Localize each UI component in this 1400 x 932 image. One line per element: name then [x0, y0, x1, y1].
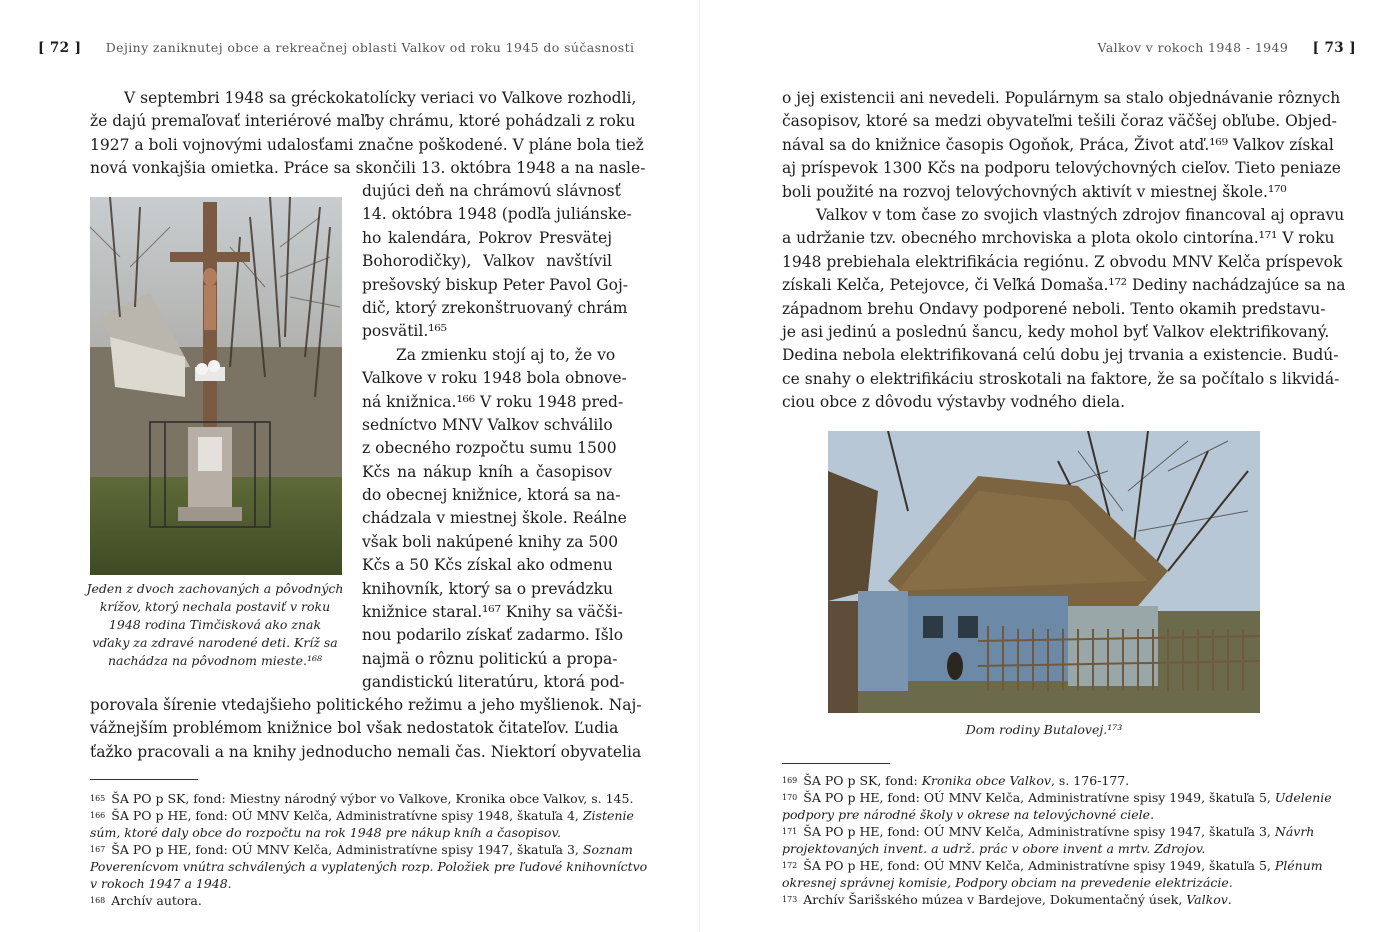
- footnote-ref: 168: [90, 896, 106, 905]
- footnote-after: .: [1227, 892, 1232, 907]
- footnote: [782, 772, 1332, 789]
- footnote-italic: v rokoch 1947 a 1948.: [90, 876, 232, 891]
- right-paragraph: [782, 87, 1346, 414]
- right-figure-caption: Dom rodiny Butalovej.¹⁷³: [965, 722, 1123, 737]
- house-photo: [828, 431, 1260, 713]
- right-footnotes: [782, 772, 1332, 908]
- text-line: knihovník, ktorý sa o prevádzku: [362, 579, 613, 598]
- footnote: [782, 857, 1332, 874]
- text-line: 14. októbra 1948 (podľa juliánske-: [362, 205, 632, 224]
- footnote-ref: 165: [90, 794, 106, 803]
- text-line: 1948 prebiehala elektrifikácia regiónu. Z obvodu MNV Kelča príspevok: [782, 252, 1343, 271]
- text-line: nával sa do knižnice časopis Ogoňok, Práca, Život atď.¹⁶⁹ Valkov získal: [782, 135, 1334, 154]
- text-line: o jej existencii ani nevedeli. Populárnym sa stalo objednávanie rôznych: [782, 89, 1341, 107]
- caption-line: vďaky za zdravé narodené deti. Kríž sa: [92, 635, 338, 650]
- footnote-italic: súm, ktoré daly obce do rozpočtu na rok 1948 pre nákup kníh a časopisov.: [90, 825, 562, 840]
- left-paragraph-column: [362, 180, 632, 695]
- left-paragraph-top: [90, 87, 646, 181]
- text-line: Za zmienku stojí aj to, že vo: [396, 345, 616, 364]
- right-running-header: [1098, 40, 1356, 58]
- footnote-ref: 171: [782, 827, 798, 836]
- left-paragraph-bottom: [90, 694, 642, 764]
- text-line: západnom brehu Ondavy podporené neboli. Tento okamih predstavu-: [782, 299, 1326, 318]
- footnote: [782, 891, 1332, 908]
- text-line: dujúci deň na chrámovú slávnosť: [362, 182, 621, 200]
- footnote-ref: 169: [782, 776, 798, 785]
- caption-line: nachádza na pôvodnom mieste.¹⁶⁸: [107, 653, 323, 668]
- text-line: najmä o rôznu politickú a propa-: [362, 649, 618, 668]
- footnote-italic: okresnej správnej komisie, Podpory obciam na prevedenie elektrizácie.: [782, 875, 1233, 890]
- text-line: a udržanie tzv. obecného mrchoviska a plota okolo cintorína.¹⁷¹ V roku: [782, 229, 1335, 248]
- text-line: porovala šírenie vtedajšieho politického režimu a jeho myšlienok. Naj-: [90, 696, 642, 714]
- footnote: [90, 790, 647, 807]
- footnote-text: ŠA PO p HE, fond: OÚ MNV Kelča, Administratívne spisy 1949, škatuľa 5,: [803, 790, 1275, 805]
- footnote-rule: [782, 763, 890, 764]
- footnote: [782, 840, 1332, 857]
- left-header-title: Dejiny zaniknutej obce a rekreačnej oblasti Valkov od roku 1945 do súčasnosti: [105, 40, 635, 55]
- text-line: prešovský biskup Peter Pavol Goj-: [362, 275, 628, 294]
- footnote-ref: 170: [782, 793, 798, 802]
- footnote: [782, 823, 1332, 840]
- text-line: 1927 a boli vojnovými udalosťami značne poškodené. V pláne bola tiež: [90, 135, 644, 154]
- footnote-italic: Kronika obce Valkov: [921, 773, 1051, 788]
- text-line: nou podarilo získať zadarmo. Išlo: [362, 626, 624, 645]
- footnote: [90, 807, 647, 824]
- text-line: Dedina nebola elektrifikovaná celú dobu jej trvania a existencie. Budú-: [782, 346, 1339, 365]
- right-page-number: [ 73 ]: [1312, 40, 1356, 56]
- footnote-text: Archív autora.: [111, 893, 202, 908]
- footnote-italic: Valkov: [1186, 892, 1228, 907]
- text-line: knižnice staral.¹⁶⁷ Knihy sa väčši-: [362, 603, 623, 622]
- text-line: je asi jedinú a poslednú šancu, kedy mohol byť Valkov elektrifikovaný.: [782, 322, 1330, 341]
- footnote: [90, 841, 647, 858]
- left-running-header: [38, 40, 634, 58]
- text-line: V septembri 1948 sa gréckokatolícky veriaci vo Valkove rozhodli,: [124, 89, 637, 107]
- footnote-italic: Soznam: [582, 842, 633, 857]
- footnote-italic: Poverenícvom vnútra schválených a vyplatených rozp. Položiek pre ľudové knihovníctvo: [90, 859, 648, 874]
- left-footnotes: [90, 790, 647, 909]
- text-line: do obecnej knižnice, ktorá sa na-: [362, 486, 621, 505]
- page-gutter: [699, 0, 700, 932]
- text-line: časopisov, ktoré sa medzi obyvateľmi tešili čoraz väčšej obľube. Objed-: [782, 112, 1337, 131]
- text-line: získali Kelča, Petejovce, či Veľká Domaša.¹⁷² Dediny nachádzajúce sa na: [782, 276, 1346, 295]
- footnote-ref: 167: [90, 845, 106, 854]
- footnote-text: Archív Šarišského múzea v Bardejove, Dokumentačný úsek,: [803, 892, 1187, 907]
- footnote: [782, 789, 1332, 806]
- text-line: ná knižnica.¹⁶⁶ V roku 1948 pred-: [362, 392, 624, 411]
- footnote-text: ŠA PO p SK, fond:: [803, 773, 922, 788]
- text-line: ho kalendára, Pokrov Presvätej: [362, 228, 612, 247]
- footnote-rule: [90, 779, 198, 780]
- footnote: [782, 806, 1332, 823]
- footnote-text: ŠA PO p HE, fond: OÚ MNV Kelča, Administratívne spisy 1949, škatuľa 5,: [803, 858, 1275, 873]
- text-line: boli použité na rozvoj telovýchovných aktivít v miestnej škole.¹⁷⁰: [782, 182, 1287, 201]
- text-line: z obecného rozpočtu sumu 1500: [362, 439, 617, 458]
- footnote: [90, 858, 647, 875]
- text-line: nová vonkajšia omietka. Práce sa skončili 13. októbra 1948 a na nasle-: [90, 159, 646, 178]
- footnote-italic: Návrh: [1274, 824, 1315, 839]
- text-line: gandistickú literatúru, ktorá pod-: [362, 673, 625, 692]
- text-line: ťažko pracovali a na knihy jednoducho nemali čas. Niektorí obyvatelia: [90, 742, 642, 761]
- house-photo-illustration: [828, 431, 1260, 713]
- footnote-text: ŠA PO p HE, fond: OÚ MNV Kelča, Administratívne spisy 1947, škatuľa 3,: [111, 842, 583, 857]
- text-line: posvätil.¹⁶⁵: [362, 322, 447, 341]
- cross-photo-illustration: [90, 197, 342, 575]
- footnote-italic: Zistenie: [582, 808, 634, 823]
- footnote-italic: Plénum: [1274, 858, 1323, 873]
- text-line: dič, ktorý zrekonštruovaný chrám: [362, 298, 628, 317]
- footnote-italic: projektovaných invent. a udrž. prác v obore invent a mrtv. Zdrojov.: [782, 841, 1206, 856]
- text-line: ciou obce z dôvodu výstavby vodného diela.: [782, 393, 1126, 412]
- caption-line: krížov, ktorý nechala postaviť v roku: [99, 599, 331, 614]
- text-line: sedníctvo MNV Valkov schválilo: [362, 415, 613, 434]
- text-line: aj príspevok 1300 Kčs na podporu telovýchovných cieľov. Tieto peniaze: [782, 159, 1341, 178]
- text-line: vážnejším problémom knižnice bol však nedostatok čitateľov. Ľudia: [90, 719, 619, 738]
- footnote-italic: Udelenie: [1274, 790, 1332, 805]
- left-page-number: [ 72 ]: [38, 40, 82, 56]
- right-header-title: Valkov v rokoch 1948 - 1949: [1097, 40, 1289, 55]
- footnote: [90, 824, 647, 841]
- text-line: ce snahy o elektrifikáciu stroskotali na faktore, že sa počítalo s likvidá-: [782, 369, 1340, 388]
- caption-line: Jeden z dvoch zachovaných a pôvodných: [86, 581, 344, 596]
- footnote-ref: 173: [782, 895, 798, 904]
- footnote-text: ŠA PO p HE, fond: OÚ MNV Kelča, Administratívne spisy 1947, škatuľa 3,: [803, 824, 1275, 839]
- left-figure-caption: [86, 580, 344, 670]
- text-line: Valkov v tom čase zo svojich vlastných zdrojov financoval aj opravu: [816, 205, 1345, 224]
- text-line: Kčs a 50 Kčs získal ako odmenu: [362, 556, 613, 575]
- footnote-ref: 166: [90, 811, 106, 820]
- footnote: [90, 892, 647, 909]
- footnote-after: , s. 176-177.: [1050, 773, 1130, 788]
- caption-line: 1948 rodina Timčisková ako znak: [108, 617, 322, 632]
- cross-photo: [90, 197, 342, 575]
- text-line: Kčs na nákup kníh a časopisov: [362, 462, 612, 481]
- footnote-italic: podpory pre národné školy v okrese na telovýchovné ciele.: [782, 807, 1155, 822]
- footnote: [782, 874, 1332, 891]
- text-line: chádzala v miestnej škole. Reálne: [362, 509, 627, 528]
- footnote: [90, 875, 647, 892]
- text-line: Bohorodičky), Valkov navštívil: [362, 252, 612, 271]
- footnote-ref: 172: [782, 861, 798, 870]
- text-line: Valkove v roku 1948 bola obnove-: [362, 369, 627, 388]
- footnote-text: ŠA PO p SK, fond: Miestny národný výbor vo Valkove, Kronika obce Valkov, s. 145.: [111, 791, 634, 806]
- text-line: však boli nakúpené knihy za 500: [362, 532, 619, 551]
- footnote-text: ŠA PO p HE, fond: OÚ MNV Kelča, Administratívne spisy 1948, škatuľa 4,: [111, 808, 583, 823]
- text-line: že dajú premaľovať interiérové maľby chrámu, ktoré pohádzali z roku: [90, 112, 636, 131]
